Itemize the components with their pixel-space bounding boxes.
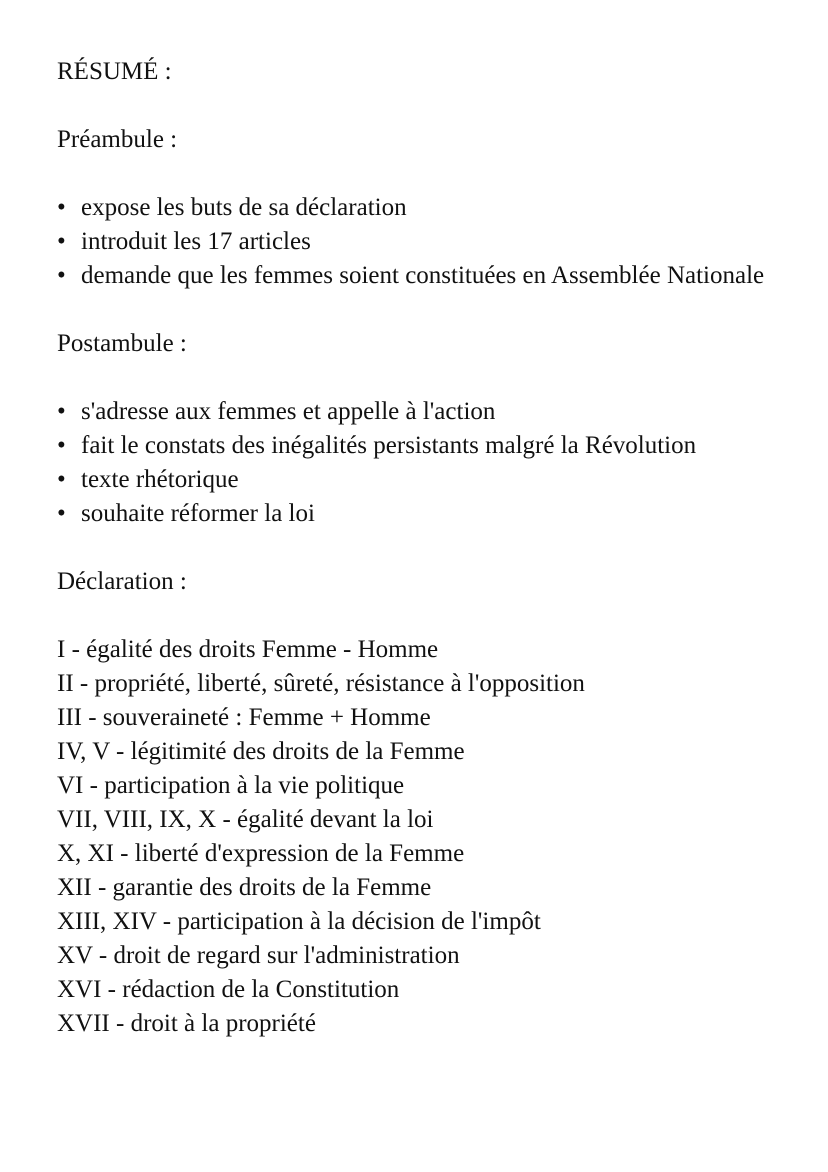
article-line: XVII - droit à la propriété — [57, 1010, 316, 1037]
list-item-text: expose les buts de sa déclaration — [81, 194, 407, 221]
article-line: VI - participation à la vie politique — [57, 772, 405, 799]
declaration-heading: Déclaration : — [57, 568, 187, 595]
article-line: X, XI - liberté d'expression de la Femme — [57, 840, 465, 867]
article-line: III - souveraineté : Femme + Homme — [57, 704, 431, 731]
article-line: II - propriété, liberté, sûreté, résistance à l'opposition — [57, 670, 585, 697]
spacer — [57, 157, 797, 191]
postambule-list — [57, 395, 797, 531]
list-item-text: s'adresse aux femmes et appelle à l'action — [81, 398, 496, 425]
document-page — [57, 55, 797, 1041]
article-line: XII - garantie des droits de la Femme — [57, 874, 432, 901]
list-item — [57, 191, 797, 225]
document-title: RÉSUMÉ : — [57, 58, 172, 85]
declaration-articles — [57, 633, 797, 1041]
bullet-icon: • — [57, 500, 66, 527]
spacer — [57, 361, 797, 395]
bullet-icon: • — [57, 228, 66, 255]
article-line: I - égalité des droits Femme - Homme — [57, 636, 439, 663]
spacer — [57, 293, 797, 327]
list-item — [57, 395, 797, 429]
article-line: VII, VIII, IX, X - égalité devant la loi — [57, 806, 434, 833]
article-line: XIII, XIV - participation à la décision de l'impôt — [57, 908, 541, 935]
bullet-icon: • — [57, 432, 66, 459]
list-item — [57, 429, 797, 463]
preambule-list — [57, 191, 797, 293]
list-item-text: souhaite réformer la loi — [81, 500, 315, 527]
list-item-text: introduit les 17 articles — [81, 228, 311, 255]
list-item-text: demande que les femmes soient constituées en Assemblée Nationale — [81, 262, 765, 289]
article-line: XVI - rédaction de la Constitution — [57, 976, 400, 1003]
bullet-icon: • — [57, 262, 66, 289]
list-item — [57, 497, 797, 531]
spacer — [57, 89, 797, 123]
spacer — [57, 531, 797, 565]
list-item — [57, 463, 797, 497]
list-item-text: texte rhétorique — [81, 466, 239, 493]
postambule-heading: Postambule : — [57, 330, 187, 357]
list-item-text: fait le constats des inégalités persistants malgré la Révolution — [81, 432, 697, 459]
bullet-icon: • — [57, 194, 66, 221]
list-item — [57, 225, 797, 259]
bullet-icon: • — [57, 466, 66, 493]
spacer — [57, 599, 797, 633]
bullet-icon: • — [57, 398, 66, 425]
preambule-heading: Préambule : — [57, 126, 178, 153]
article-line: IV, V - légitimité des droits de la Femme — [57, 738, 465, 765]
article-line: XV - droit de regard sur l'administration — [57, 942, 460, 969]
list-item — [57, 259, 797, 293]
